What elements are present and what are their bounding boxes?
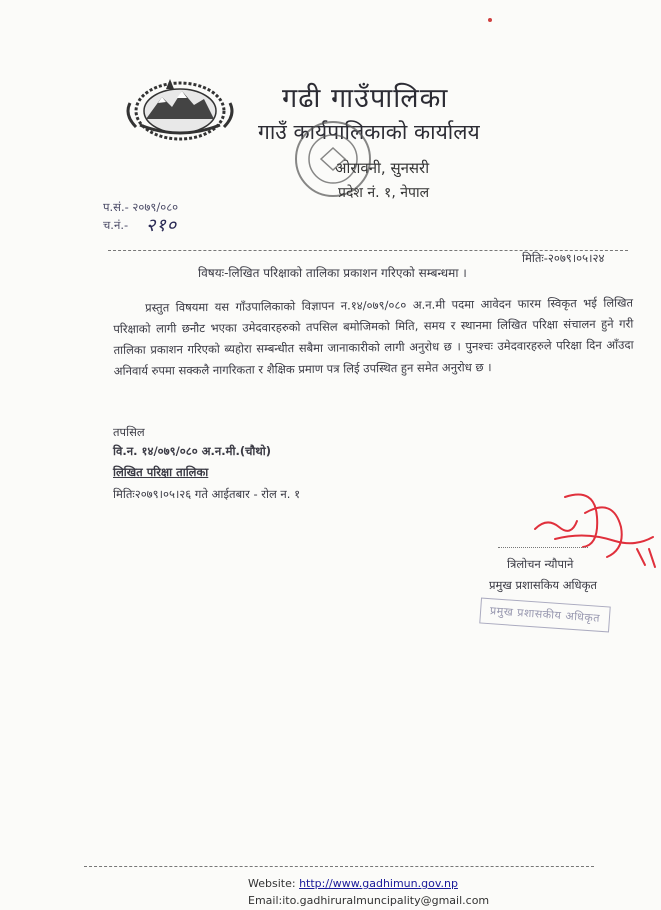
- footer-email: Email:ito.gadhiruralmuncipality@gmail.com: [248, 894, 490, 907]
- ink-speck: [488, 18, 492, 22]
- exam-schedule-title: लिखित परिक्षा तालिका: [113, 465, 209, 479]
- patra-sankhya: प.सं.- २०७९/०८०: [103, 200, 179, 214]
- footer-divider: [84, 866, 594, 867]
- chalani-number: २१०: [146, 215, 178, 236]
- tapsil-heading: तपसिल: [113, 425, 145, 439]
- chalani-label: च.नं.-: [103, 218, 129, 232]
- signatory-title: प्रमुख प्रशासकिय अधिकृत: [489, 578, 597, 592]
- municipality-title: गढी गाउँपालिका: [282, 83, 449, 114]
- signature-line: [498, 547, 588, 548]
- advertisement-number: वि.न. १४/०७९/०८० अ.न.मी.(चौथो): [113, 444, 271, 458]
- nepal-emblem-icon: [122, 75, 237, 143]
- office-address: ओरावनी, सुनसरी: [335, 159, 430, 177]
- letter-date: मितिः-२०७९।०५।२४: [522, 251, 605, 265]
- designation-seal: प्रमुख प्रशासकीय अधिकृत: [479, 597, 610, 632]
- website-link[interactable]: http://www.gadhimun.gov.np: [299, 877, 458, 890]
- letter-subject: विषयः-लिखित परिक्षाको तालिका प्रकाशन गरिएको सम्बन्धमा ।: [198, 266, 467, 280]
- exam-date: मितिः२०७९।०५।२६ गते आईतबार - रोल न. १: [113, 487, 301, 501]
- signatory-name: त्रिलोचन न्यौपाने: [507, 557, 574, 571]
- office-province: प्रदेश नं. १, नेपाल: [338, 185, 430, 201]
- website-label: Website:: [248, 877, 296, 890]
- letter-body: प्रस्तुत विषयमा यस गाँउपालिकाको विज्ञापन न.१४/०७९/०८० अ.न.मी पदमा आवेदन फारम स्विकृत भई लिखित परिक्षाको लागी छनौट भएका उमेदवारहरुको तपसिल बमोजिमको मिति, समय र स्थानमा लिखित परिक्षा संचालन हुने गरी तालिका प्रकाशन गरिएको ब्यहोरा सम्बन्धीत सबैमा जानाकारीको लागी अनुरोध छ । पुनश्चः उमेदवारहरुले परिक्षा दिन आँउदा अनिवार्य रुपमा सक्कलै नागरिकता र शैक्षिक प्रमाण पत्र लिई उपस्थित हुन समेत अनुरोध छ ।: [113, 295, 634, 378]
- footer-website: [248, 877, 458, 890]
- office-title: गाउँ कार्यपालिकाको कार्यालय: [258, 120, 480, 144]
